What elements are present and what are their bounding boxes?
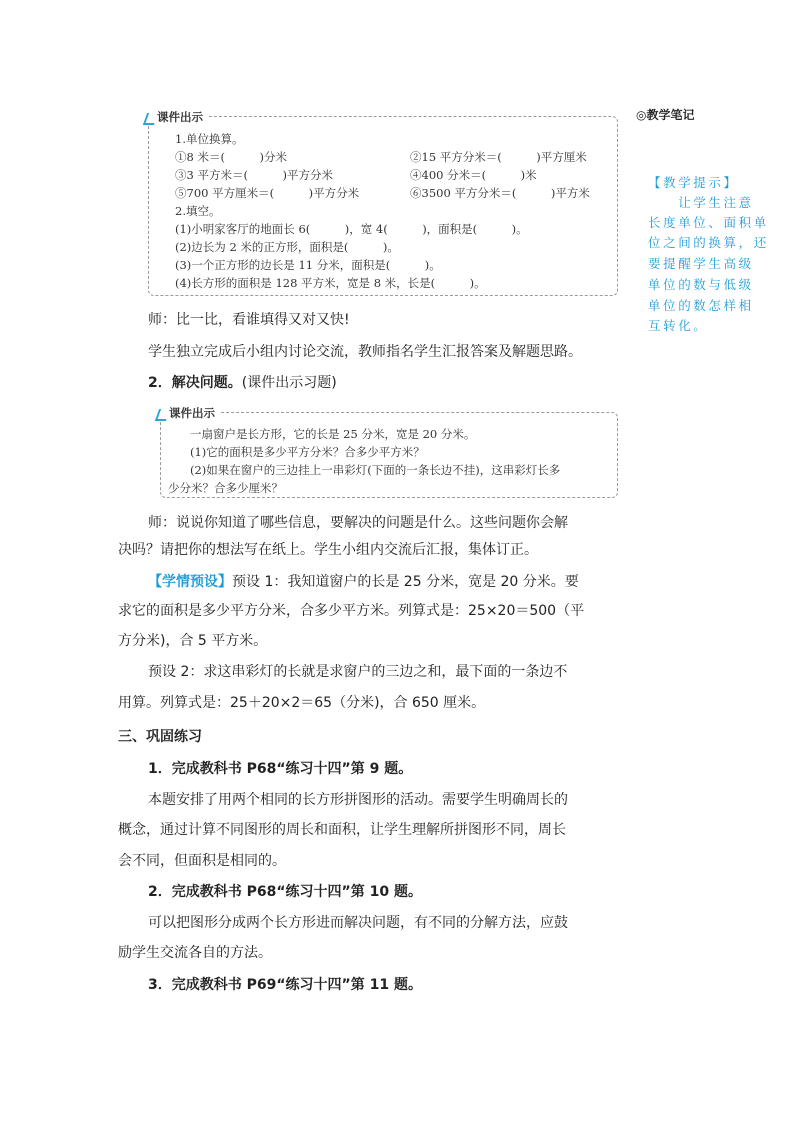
body-paragraph: 方分米)，合 5 平方米。 — [118, 633, 268, 649]
teaching-tip-line: 长度单位、面积单 — [648, 215, 769, 230]
exercise-line: ⑤700 平方厘米＝( )平方分米 — [175, 186, 360, 200]
exercise-line: ②15 平方分米＝( )平方厘米 — [410, 150, 587, 164]
section-heading — [148, 372, 337, 394]
teacher-remark: 师：比一比，看谁填得又对又快! — [148, 312, 350, 328]
body-paragraph: 求它的面积是多少平方分米，合多少平方米。列算式是：25×20＝500（平 — [118, 603, 585, 619]
problem-line: 一扇窗户是长方形，它的长是 25 分米，宽是 20 分米。 — [190, 427, 476, 441]
exercise-line: 1.单位换算。 — [175, 132, 244, 146]
teaching-tip-line: 单位的数与低级 — [648, 277, 754, 292]
exercise-heading: 3．完成教科书 P69“练习十四”第 11 题。 — [148, 977, 422, 993]
preset-text: 预设 1：我知道窗户的长是 25 分米，宽是 20 分米。要 — [232, 574, 579, 590]
body-paragraph: 本题安排了用两个相同的长方形拼图形的活动。需要学生明确周长的 — [148, 792, 568, 808]
problem-line: (2)如果在窗户的三边挂上一串彩灯(下面的一条长边不挂)，这串彩灯长多 — [190, 463, 561, 477]
exercise-line: ③3 平方米＝( )平方分米 — [175, 168, 333, 182]
exercise-heading: 1．完成教科书 P68“练习十四”第 9 题。 — [148, 761, 413, 777]
teaching-tip-line: 位之间的换算，还 — [648, 235, 769, 250]
heading-bold: 2．解决问题。 — [148, 375, 242, 391]
exercise-line: (2)边长为 2 米的正方形，面积是( )。 — [175, 240, 399, 254]
section-title-practice: 三、巩固练习 — [118, 729, 202, 745]
exercise-line: (1)小明家客厅的地面长 6( )，宽 4( )，面积是( )。 — [175, 222, 528, 236]
teaching-tip-line: 让学生注意 — [648, 195, 754, 210]
exercise-line: (4)长方形的面积是 128 平方米，宽是 8 米，长是( )。 — [175, 276, 486, 290]
body-paragraph: 决吗？请把你的想法写在纸上。学生小组内交流后汇报，集体订正。 — [118, 542, 538, 558]
teaching-tip-line: 要提醒学生高级 — [648, 256, 754, 271]
teaching-tip-label: 【教学提示】 — [648, 175, 739, 190]
courseware-tag: 课件出示 — [145, 109, 207, 125]
exercise-line: ⑥3500 平方分米＝( )平方米 — [410, 186, 590, 200]
exercise-line: ①8 米＝( )分米 — [175, 150, 287, 164]
preset-1 — [148, 571, 579, 593]
heading-normal: (课件出示习题) — [241, 375, 337, 391]
preset-2: 预设 2：求这串彩灯的长就是求窗户的三边之和，最下面的一条边不 — [148, 664, 568, 680]
teaching-tip-line: 互转化。 — [648, 318, 709, 333]
teaching-tip-line: 单位的数怎样相 — [648, 298, 754, 313]
body-paragraph: 用算。列算式是：25＋20×2＝65（分米)，合 650 厘米。 — [118, 695, 486, 711]
teaching-notes-title: ◎教学笔记 — [636, 108, 695, 122]
exercise-line: (3)一个正方形的边长是 11 分米，面积是( )。 — [175, 258, 441, 272]
exercise-heading: 2．完成教科书 P68“练习十四”第 10 题。 — [148, 884, 422, 900]
preset-label: 【学情预设】 — [148, 574, 232, 590]
exercise-line: ④400 分米＝( )米 — [410, 168, 537, 182]
body-paragraph: 会不同，但面积是相同的。 — [118, 853, 286, 869]
body-paragraph: 可以把图形分成两个长方形进而解决问题，有不同的分解方法，应鼓 — [148, 915, 568, 931]
body-paragraph: 师：说说你知道了哪些信息，要解决的问题是什么。这些问题你会解 — [148, 515, 568, 531]
body-paragraph: 概念，通过计算不同图形的周长和面积，让学生理解所拼图形不同，周长 — [118, 822, 566, 838]
courseware-tag: 课件出示 — [157, 405, 219, 421]
problem-line: (1)它的面积是多少平方分米？合多少平方米？ — [190, 445, 425, 459]
body-paragraph: 励学生交流各自的方法。 — [118, 945, 272, 961]
body-paragraph: 学生独立完成后小组内讨论交流，教师指名学生汇报答案及解题思路。 — [148, 344, 582, 360]
exercise-line: 2.填空。 — [175, 204, 221, 218]
problem-line: 少分米？合多少厘米？ — [168, 481, 283, 495]
